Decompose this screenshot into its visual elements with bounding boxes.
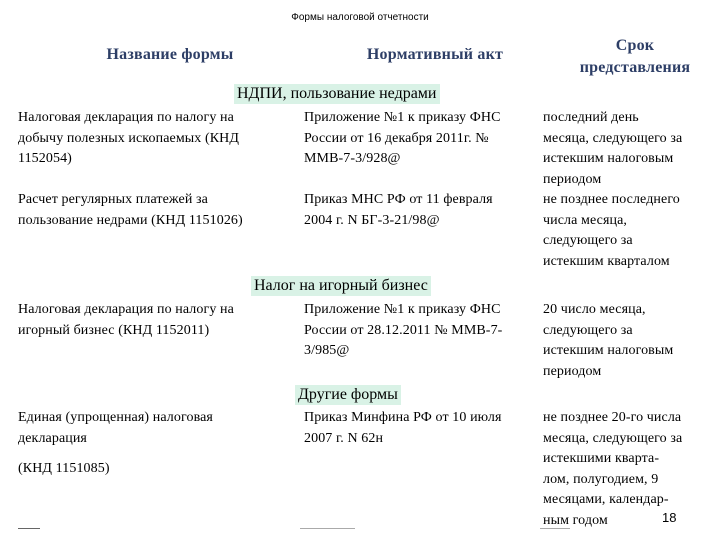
text-line: России от 28.12.2011 № ММВ-7- [304, 322, 503, 338]
page-title: Формы налоговой отчетности [291, 12, 429, 23]
header-deadline-line: представления [579, 59, 691, 76]
section-title-ndpi: НДПИ, пользование недрами [234, 84, 440, 104]
page-number: 18 [662, 510, 677, 525]
form-cell [18, 190, 288, 231]
text-line: России от 16 декабря 2011г. № [304, 130, 489, 146]
form-cell [18, 108, 288, 170]
section-title-other: Другие формы [295, 385, 401, 405]
header-deadline [560, 35, 710, 79]
text-line: игорный бизнес (КНД 1152011) [18, 322, 210, 338]
footer-mark [300, 528, 355, 529]
text-line: Приложение №1 к приказу ФНС [304, 302, 501, 317]
act-cell [304, 108, 539, 170]
text-line: месяцами, календар- [543, 492, 669, 507]
act-cell [304, 408, 539, 449]
text-line: не позднее последнего [543, 192, 680, 207]
header-deadline-line: Срок [615, 37, 655, 54]
text-line: периодом [543, 171, 602, 187]
text-line: следующего за [543, 322, 633, 338]
deadline-cell [543, 300, 718, 382]
form-cell [18, 300, 288, 341]
text-line: не позднее 20-го числа [543, 410, 682, 425]
section-title-gambling: Налог на игорный бизнес [251, 276, 431, 296]
header-act: Нормативный акт [366, 46, 504, 63]
text-line: истекшими кварта- [543, 451, 660, 466]
text-line: добычу полезных ископаемых (КНД [18, 130, 240, 146]
text-line: месяца, следующего за [543, 130, 683, 146]
text-line: декларация [18, 430, 87, 446]
text-line: Приложение №1 к приказу ФНС [304, 110, 501, 125]
text-line: следующего за [543, 233, 633, 248]
text-line: истекшим кварталом [543, 253, 670, 269]
text-line: 1152054) [18, 151, 72, 166]
text-line: истекшим налоговым [543, 343, 674, 358]
text-line: 20 число месяца, [543, 302, 646, 317]
form-cell [18, 408, 288, 449]
text-line: 2007 г. N 62н [304, 430, 384, 446]
text-line: числа месяца, [543, 212, 628, 228]
text-line: Приказ Минфина РФ от 10 июля [304, 410, 502, 425]
text-line: пользование недрами (КНД 1151026) [18, 212, 243, 228]
text-line: лом, полугодием, 9 [543, 471, 659, 487]
text-line: ным годом [543, 512, 608, 528]
text-line: Налоговая декларация по налогу на [18, 302, 234, 317]
text-line: Единая (упрощенная) налоговая [18, 410, 213, 425]
act-cell [304, 190, 539, 231]
text-line: 2004 г. N БГ-3-21/98@ [304, 212, 440, 228]
deadline-cell [543, 408, 718, 531]
text-line: истекшим налоговым [543, 151, 674, 166]
text-line: ММВ-7-3/928@ [304, 151, 401, 166]
text-line: периодом [543, 363, 602, 379]
text-line: Расчет регулярных платежей за [18, 192, 208, 207]
deadline-cell [543, 108, 718, 190]
text-line: Налоговая декларация по налогу на [18, 110, 234, 125]
text-line: последний день [543, 110, 639, 125]
header-form-name: Название формы [106, 46, 234, 63]
text-line: месяца, следующего за [543, 430, 683, 446]
text-line: Приказ МНС РФ от 11 февраля [304, 192, 493, 207]
form-code: (КНД 1151085) [18, 461, 110, 476]
footer-mark [18, 528, 40, 529]
act-cell [304, 300, 539, 362]
deadline-cell [543, 190, 718, 272]
text-line: 3/985@ [304, 343, 350, 358]
footer-mark [540, 528, 570, 529]
